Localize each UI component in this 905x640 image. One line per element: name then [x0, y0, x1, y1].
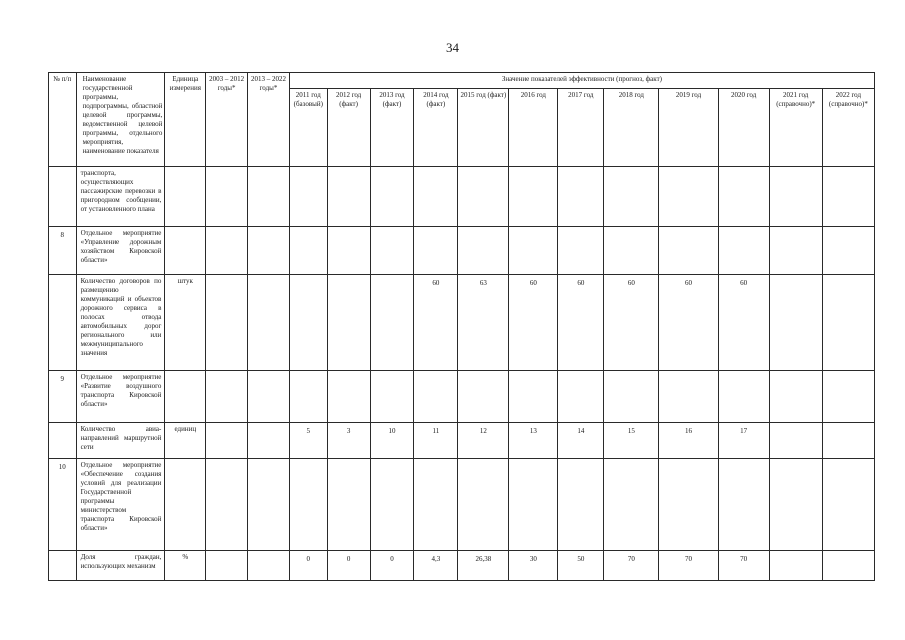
year-header: 2013 год (факт): [370, 89, 414, 167]
value-cell: 12: [458, 423, 509, 459]
header-2013-2022: 2013 – 2022 годы*: [248, 73, 290, 167]
year-header: 2022 год (справочно)*: [822, 89, 874, 167]
value-cell: [370, 167, 414, 227]
value-cell: [718, 371, 769, 423]
value-cell: [327, 227, 370, 275]
period-2003-2012-cell: [206, 275, 248, 371]
value-cell: [458, 227, 509, 275]
value-cell: 4,3: [414, 551, 458, 581]
year-header: 2020 год: [718, 89, 769, 167]
value-cell: [370, 227, 414, 275]
value-cell: [604, 167, 659, 227]
value-cell: [509, 371, 558, 423]
value-cell: 0: [289, 551, 327, 581]
value-cell: [370, 371, 414, 423]
value-cell: [414, 167, 458, 227]
year-header: 2011 год (базовый): [289, 89, 327, 167]
value-cell: 70: [604, 551, 659, 581]
value-cell: [769, 423, 822, 459]
period-2003-2012-cell: [206, 371, 248, 423]
value-cell: 60: [558, 275, 604, 371]
value-cell: [509, 227, 558, 275]
value-cell: 60: [659, 275, 718, 371]
period-2013-2022-cell: [248, 275, 290, 371]
period-2003-2012-cell: [206, 423, 248, 459]
value-cell: 10: [370, 423, 414, 459]
value-cell: [509, 459, 558, 551]
value-cell: [289, 275, 327, 371]
value-cell: [414, 459, 458, 551]
value-cell: 3: [327, 423, 370, 459]
indicator-name: Отдельное мероприятие «Управление дорожным хозяйством Кировской области»: [76, 227, 165, 275]
value-cell: [604, 227, 659, 275]
value-cell: [769, 551, 822, 581]
table-body: [49, 167, 875, 581]
page-number: 34: [446, 40, 459, 55]
value-cell: [289, 167, 327, 227]
value-cell: [327, 459, 370, 551]
value-cell: [769, 459, 822, 551]
year-header: 2018 год: [604, 89, 659, 167]
header-values: Значение показателей эффективности (прогноз, факт): [289, 73, 874, 89]
unit-cell: [165, 371, 206, 423]
value-cell: 16: [659, 423, 718, 459]
value-cell: 0: [327, 551, 370, 581]
indicator-name: Отдельное мероприятие «Обеспечение создания условий для реализации Государственной программы министерством транспорта Кировской области»: [76, 459, 165, 551]
value-cell: [458, 459, 509, 551]
value-cell: [414, 227, 458, 275]
value-cell: [822, 423, 874, 459]
period-2013-2022-cell: [248, 371, 290, 423]
value-cell: 70: [659, 551, 718, 581]
value-cell: 11: [414, 423, 458, 459]
unit-cell: [165, 167, 206, 227]
row-number: 8: [49, 227, 77, 275]
value-cell: [769, 167, 822, 227]
row-number: [49, 167, 77, 227]
header-unit: Единица измерения: [165, 73, 206, 167]
period-2003-2012-cell: [206, 227, 248, 275]
table-row: [49, 275, 875, 371]
value-cell: [769, 371, 822, 423]
value-cell: 17: [718, 423, 769, 459]
value-cell: [769, 275, 822, 371]
header-2003-2012: 2003 – 2012 годы*: [206, 73, 248, 167]
year-header: 2021 год (справочно)*: [769, 89, 822, 167]
table-header: [49, 73, 875, 167]
value-cell: [558, 167, 604, 227]
value-cell: 0: [370, 551, 414, 581]
year-header: 2012 год (факт): [327, 89, 370, 167]
value-cell: [558, 227, 604, 275]
value-cell: [509, 167, 558, 227]
year-header: 2019 год: [659, 89, 718, 167]
value-cell: [414, 371, 458, 423]
value-cell: [558, 371, 604, 423]
row-number: 9: [49, 371, 77, 423]
value-cell: [822, 551, 874, 581]
year-header: 2016 год: [509, 89, 558, 167]
year-header: 2015 год (факт): [458, 89, 509, 167]
value-cell: 26,38: [458, 551, 509, 581]
value-cell: [822, 275, 874, 371]
period-2013-2022-cell: [248, 551, 290, 581]
value-cell: [327, 371, 370, 423]
year-header: 2014 год (факт): [414, 89, 458, 167]
value-cell: [458, 371, 509, 423]
value-cell: 70: [718, 551, 769, 581]
value-cell: [822, 459, 874, 551]
table-row: [49, 459, 875, 551]
row-number: [49, 423, 77, 459]
value-cell: [659, 459, 718, 551]
unit-cell: единиц: [165, 423, 206, 459]
period-2013-2022-cell: [248, 167, 290, 227]
row-number: 10: [49, 459, 77, 551]
value-cell: [718, 459, 769, 551]
indicator-name: Доля граждан, использующих механизм: [76, 551, 165, 581]
value-cell: [289, 459, 327, 551]
table-row: [49, 423, 875, 459]
table-row: [49, 167, 875, 227]
year-header: 2017 год: [558, 89, 604, 167]
table-row: [49, 371, 875, 423]
unit-cell: [165, 227, 206, 275]
value-cell: [327, 167, 370, 227]
value-cell: [604, 459, 659, 551]
value-cell: [822, 167, 874, 227]
value-cell: [289, 371, 327, 423]
value-cell: 15: [604, 423, 659, 459]
row-number: [49, 275, 77, 371]
value-cell: [822, 227, 874, 275]
value-cell: [718, 167, 769, 227]
indicators-table: [48, 72, 875, 581]
period-2003-2012-cell: [206, 459, 248, 551]
value-cell: [327, 275, 370, 371]
unit-cell: %: [165, 551, 206, 581]
value-cell: [659, 167, 718, 227]
value-cell: [659, 227, 718, 275]
indicator-name: Отдельное мероприятие «Развитие воздушного транспорта Кировской области»: [76, 371, 165, 423]
value-cell: [370, 275, 414, 371]
value-cell: 14: [558, 423, 604, 459]
header-num: № п/п: [49, 73, 77, 167]
period-2013-2022-cell: [248, 423, 290, 459]
value-cell: [370, 459, 414, 551]
indicator-name: Количество авиа-направлений маршрутной сети: [76, 423, 165, 459]
value-cell: [718, 227, 769, 275]
period-2003-2012-cell: [206, 167, 248, 227]
value-cell: [458, 167, 509, 227]
value-cell: 50: [558, 551, 604, 581]
period-2003-2012-cell: [206, 551, 248, 581]
value-cell: [822, 371, 874, 423]
value-cell: [659, 371, 718, 423]
period-2013-2022-cell: [248, 459, 290, 551]
table-row: [49, 551, 875, 581]
value-cell: 30: [509, 551, 558, 581]
period-2013-2022-cell: [248, 227, 290, 275]
value-cell: 60: [414, 275, 458, 371]
value-cell: 60: [509, 275, 558, 371]
value-cell: 5: [289, 423, 327, 459]
header-name: Наименование государственной программы, подпрограммы, областной целевой программы, ведомственной целевой программы, отдельного мероприятия, наименование показателя: [76, 73, 165, 167]
value-cell: 63: [458, 275, 509, 371]
value-cell: [604, 371, 659, 423]
value-cell: [289, 227, 327, 275]
value-cell: [769, 227, 822, 275]
indicator-name: транспорта, осуществляющих пассажирские перевозки в пригородном сообщении, от установленного плана: [76, 167, 165, 227]
value-cell: [558, 459, 604, 551]
unit-cell: [165, 459, 206, 551]
table-row: [49, 227, 875, 275]
value-cell: 60: [718, 275, 769, 371]
value-cell: 60: [604, 275, 659, 371]
value-cell: 13: [509, 423, 558, 459]
row-number: [49, 551, 77, 581]
unit-cell: штук: [165, 275, 206, 371]
indicator-name: Количество договоров по размещению коммуникаций и объектов дорожного сервиса в полосах отвода автомобильных дорог регионального или межмуниципального значения: [76, 275, 165, 371]
